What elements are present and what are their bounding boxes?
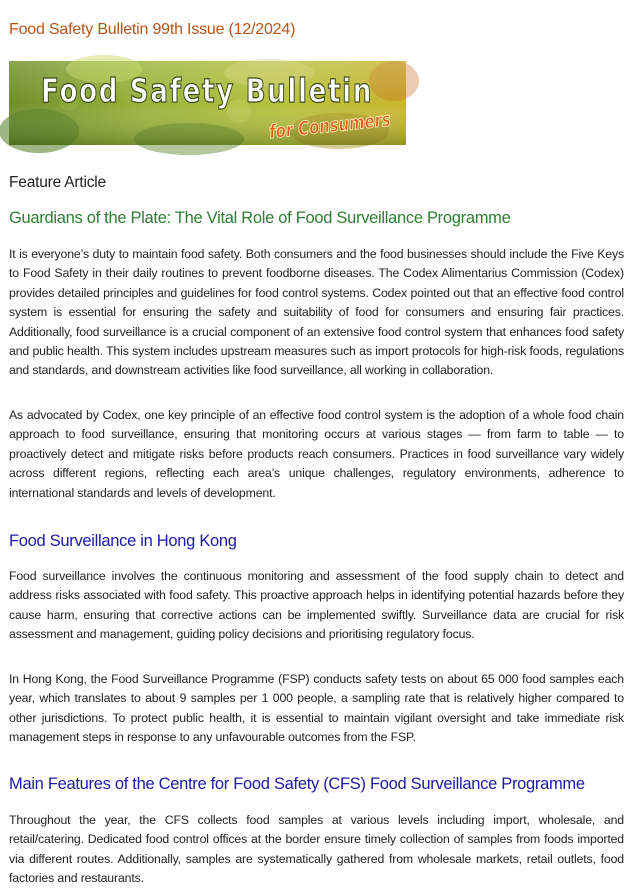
section-heading-main-features: Main Features of the Centre for Food Safety (CFS) Food Surveillance Programme: [9, 775, 585, 793]
issue-title: Food Safety Bulletin 99th Issue (12/2024): [9, 21, 296, 38]
section-heading-hong-kong: Food Surveillance in Hong Kong: [9, 532, 237, 550]
banner-subtitle: for Consumers: [268, 105, 426, 144]
article-paragraph: As advocated by Codex, one key principle of an effective food control system is the adoption of a whole food chain approach to food surveillance, ensuring that monitoring occurs at various stages — from farm to table — to proactively detect and mitigate risks before products reach consumers. Practices in food surveillance vary widely across different regions, reflecting each area’s unique challenges, regulatory environments, adherence to international standards and levels of development.: [9, 408, 624, 500]
section-paragraph: Throughout the year, the CFS collects food samples at various levels including import, wholesale, and retail/catering. Dedicated food control offices at the border ensure timely collection of samples from foods imported via different routes. Additionally, samples are systematically gathered from wholesale markets, retail outlets, food factories and restaurants.: [9, 813, 624, 886]
bulletin-banner: [9, 61, 426, 145]
article-title: Guardians of the Plate: The Vital Role of Food Surveillance Programme: [9, 209, 511, 227]
section-paragraph: Food surveillance involves the continuous monitoring and assessment of the food supply chain to detect and address risks associated with food safety. This proactive approach helps in identifying potential hazards before they cause harm, ensuring that corrective actions can be implemented swiftly. Surveillance data are crucial for risk assessment and management, guiding policy decisions and prioritising regulatory focus.: [9, 569, 624, 642]
section-paragraph: In Hong Kong, the Food Surveillance Programme (FSP) conducts safety tests on about 65 000 food samples each year, which translates to about 9 samples per 1 000 people, a sampling rate that is relatively higher compared to other jurisdictions. To protect public health, it is essential to maintain vigilant oversight and take immediate risk management steps in response to any unfavourable outcomes from the FSP.: [9, 672, 624, 745]
feature-article-label: Feature Article: [9, 174, 106, 191]
article-paragraph: It is everyone’s duty to maintain food safety. Both consumers and the food businesses should include the Five Keys to Food Safety in their daily routines to prevent foodborne diseases. The Codex Alimentarius Commission (Codex) provides detailed principles and guidelines for food control systems. Codex pointed out that an effective food control system is essential for ensuring the safety and suitability of food for consumers and ensuring fair practices. Additionally, food surveillance is a crucial component of an extensive food control system that enhances food safety and public health. This system includes upstream measures such as import protocols for high-risk foods, regulations and standards, and downstream activities like food surveillance, all working in collaboration.: [9, 247, 624, 378]
banner-title: Food Safety Bulletin: [41, 71, 373, 110]
